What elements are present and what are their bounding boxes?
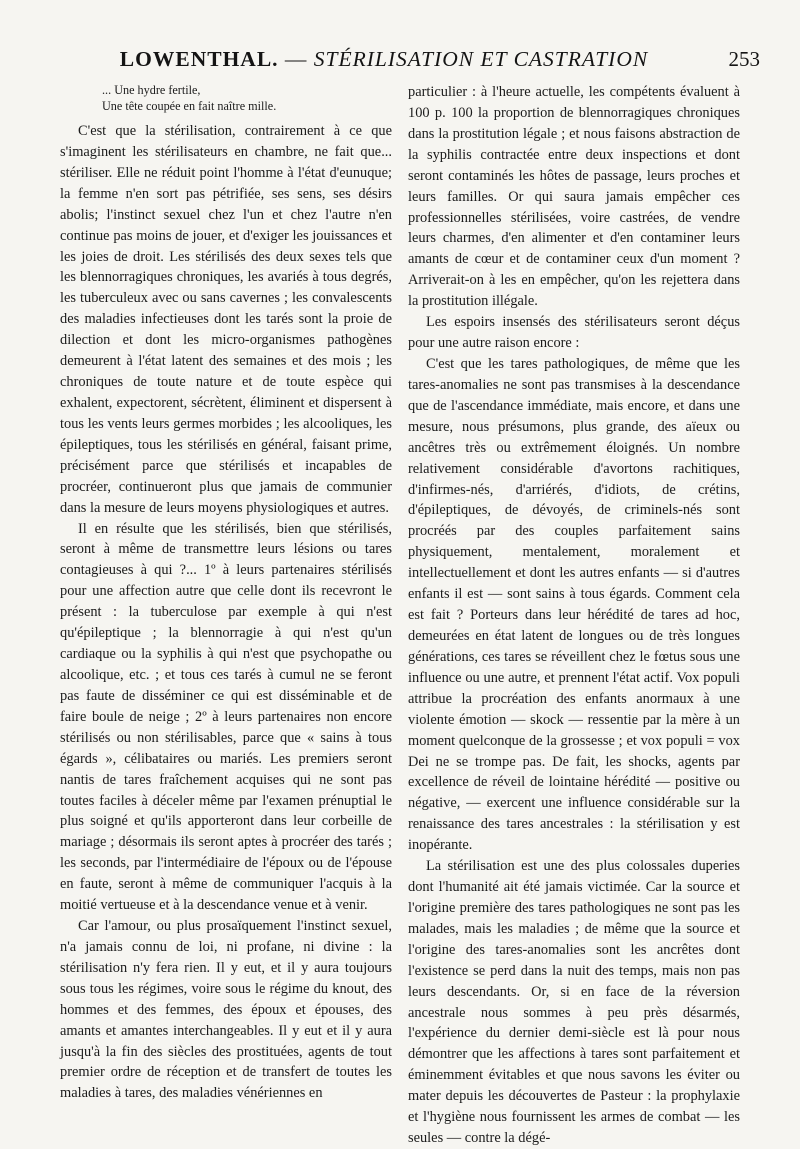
left-paragraph-1: C'est que la stérilisation, contrairement à ce que s'imaginent les stérilisateurs en chambre, ne fait que... stériliser. Elle ne réduit point l'homme à l'état d'eunuque; la femme n'en sort pas pétrifiée, ses sens, ses désirs abolis; l'instinct sexuel chez l'un et chez l'autre n'en continue pas moins de jouer, et d'exiger les jouissances et les joies de droit. Les stérilisés des deux sexes tels que les blennorragiques chroniques, les avariés à tous degrés, les tuberculeux avec ou sans cavernes ; les convalescents des maladies infectieuses dont les tarés sont la proie de dilection et dont les micro-organismes pathogènes demeurent à l'état latent des semaines et des mois ; les chroniques de toute nature et de toute espèce qui exhalent, expectorent, sécrètent, éliminent et dispersent à tous les vents leurs germes morbides ; les alcooliques, les épileptiques, tous les stérilisés en général, faisant prime, précisément parce que stérilisés et incapables de procréer, continueront plus que jamais de communier dans la mesure de leurs moyens physiologiques et autres. (60, 123, 392, 516)
left-column (60, 82, 392, 1104)
left-paragraph-2: Il en résulte que les stérilisés, bien que stérilisés, seront à même de transmettre leurs lésions ou tares contagieuses à qui ?... 1º à leurs partenaires stérilisés pour une affection autre que celle dont ils recevront le présent : la tuberculose par exemple à qui n'est qu'épileptique ; la blennorragie à qui n'est qu'un cardiaque ou la syphilis à qui n'est que psychopathe ou alcoolique, etc. ; et tous ces tarés à cumul ne se feront pas faute de disséminer ce qui est disséminable et de faire boule de neige ; 2º à leurs partenaires non encore stérilisés ou non stérilisables, parce que « sains à tous égards », célibataires ou mariés. Les premiers seront nantis de tares fraîchement acquises qui ne sont pas toutes faciles à déceler même par l'examen prénuptial le plus soigné et qu'ils apporteront dans leur corbeille de mariage ; désormais ils seront aptes à procréer des tarés ; les seconds, par l'intermédiaire de l'époux ou de l'épouse en faute, seront à même de communiquer l'acquis à la moitié vertueuse et à la descendance venue et à venir. (60, 520, 392, 914)
right-paragraph-3: C'est que les tares pathologiques, de même que les tares-anomalies ne sont pas transmises à la descendance que de l'ascendance immédiate, mais encore, et dans une mesure, nous présumons, plus grande, des aïeux ou ancêtres très ou extrêmement éloignés. Un nombre relativement considérable d'avortons rachitiques, d'infirmes-nés, d'arriérés, d'idiots, de crétins, d'épileptiques, de dévoyés, de criminels-nés sont procréés par des couples parfaitement sains physiquement, mentalement, moralement et intellectuellement et dont les autres enfants — si d'autres enfants il est — sont sains à tous égards. Comment cela est fait ? Porteurs dans leur hérédité de tares ad hoc, demeurées en état latent de longues ou de très longues générations, ces tares se réveillent chez le fœtus sous une influence ou une autre, et prennent l'état actif. Vox populi attribue la procréation des enfants anormaux à une violente émotion — skock — ressentie par la mère à un moment quelconque de la grossesse ; et vox populi = vox Dei ne se trompe pas. De fait, les shocks, agents par excellence de réveil de lointaine hérédité — positive ou négative, — exercent une influence considérable sur la renaissance des tares ancestrales : la stérilisation y est inopérante. (408, 355, 740, 854)
right-paragraph-1: particulier : à l'heure actuelle, les compétents évaluent à 100 p. 100 la proportion de blennorragiques chroniques dans la prostitution légale ; et nous faisons abstraction de la syphilis contractée entre deux inspections et dont seront contaminés les hôtes de passage, leurs proches et leurs familles. Or qui saura jamais empêcher ces professionnelles stérilisées, voire castrées, de vendre leurs charmes, d'en alimenter et d'en contaminer leurs amants de cœur et de contaminer ceux d'un moment ? Arriverait-on à les en empêcher, qu'on les rejettera dans la prostitution illégale. (408, 84, 740, 310)
left-paragraph-3: Car l'amour, ou plus prosaïquement l'instinct sexuel, n'a jamais connu de loi, ni profane, ni divine : la stérilisation n'y fera rien. Il y eut, et il y aura toujours sous tous les régimes, voire sous le régime du knout, des hommes et des femmes, des époux et épouses, des amants et amantes interchangeables. Il y eut et il y aura jusqu'à la fin des siècles des prostituées, agents de tout premier ordre de réception et de transfert de toutes les maladies à tares, des maladies vénériennes en (60, 918, 392, 1102)
right-paragraph-2: Les espoirs insensés des stérilisateurs seront déçus pour une autre raison encore : (408, 314, 740, 352)
epigraph (60, 82, 392, 114)
epigraph-line-1: ... Une hydre fertile, (102, 83, 201, 97)
running-head (60, 47, 708, 72)
right-paragraph-4: La stérilisation est une des plus colossales duperies dont l'humanité ait été jamais victimée. Car la source et l'origine première des tares pathologiques ne sont pas les malades, mais les maladies ; de même que la source et l'origine des tares-anomalies sont les ancrêtes dont l'existence se perd dans la nuit des temps, mais non pas leurs descendants. Or, si en face de la réversion ancestrale nous sommes à peu près désarmés, l'expérience du dernier demi-siècle est là pour nous démontrer que les affections à tares sont parfaitement et éminemment évitables et que nous savons les éviter ou mater depuis les découvertes de Pasteur : la prophylaxie et l'hygiène nous fournissent les armes de combat — les seules — contre la dégé- (408, 858, 740, 1147)
page-number: 253 (728, 47, 760, 71)
header-title: STÉRILISATION ET CASTRATION (313, 47, 649, 71)
header-author: LOWENTHAL. (119, 47, 279, 71)
header-separator: — (284, 47, 308, 71)
right-column (408, 82, 740, 1149)
running-header (60, 40, 760, 72)
epigraph-line-2: Une tête coupée en fait naître mille. (102, 99, 277, 113)
